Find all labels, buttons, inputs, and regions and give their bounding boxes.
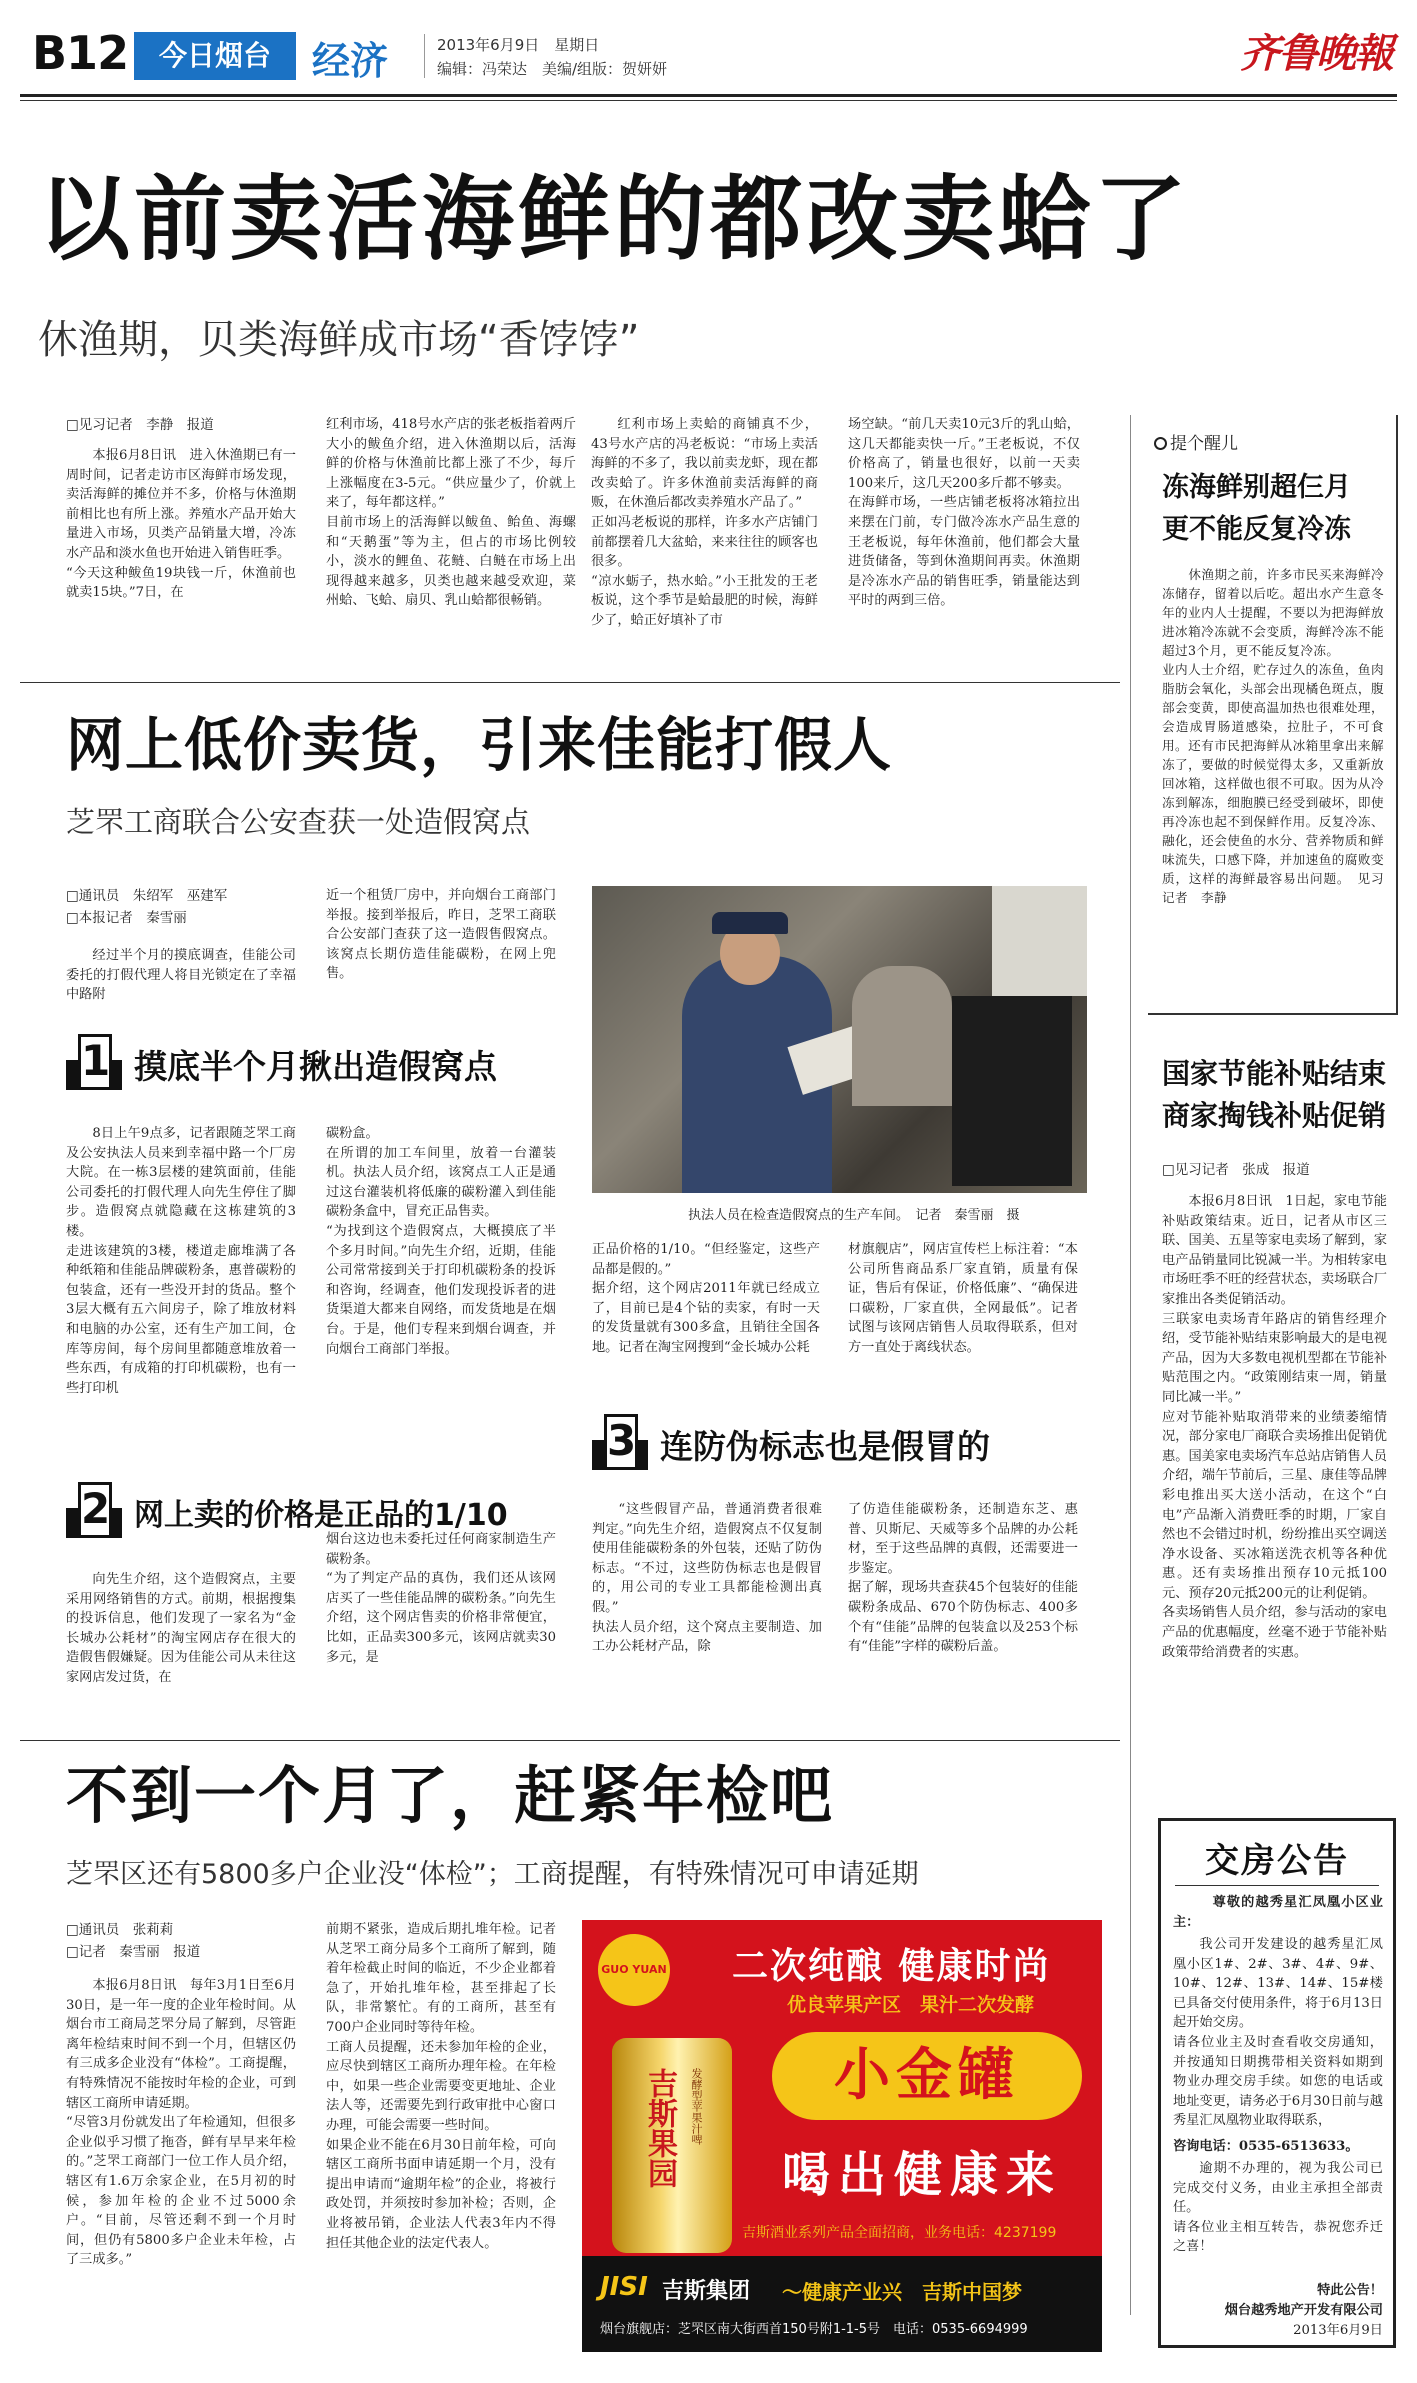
- story3-byline-1: □通讯员 张莉莉: [66, 1922, 174, 1938]
- story4-body: 本报6月8日讯 1日起，家电节能补贴政策结束。近日，记者从市区三联、国美、五星等家电卖场了解到，家电产品销量同比锐减一半。为相转家电市场旺季不旺的经营状态，卖场联合厂家推出各类促销活动。 三联家电卖场青年路店的销售经理介绍，受节能补贴结束影响最大的是电视产品，因为大多数电视机型都在节能补贴范围之内。“政策刚结束一周，销量同比减一半。” 应对节能补贴取消带来的业绩萎缩情况，部分家电厂商联合卖场推出促销优惠。国美家电卖场汽车总站店销售人员介绍，端午节前后，三星、康佳等品牌彩电推出买大送小活动，在这个“白电”产品渐入消费旺季的时期，厂家自然也不会错过时机，纷纷推出买空调送净水设备、买冰箱送洗衣机等各种优惠。还有卖场推出预存10元抵100元、预存20元抵200元的让利促销。 各卖场销售人员介绍，参与活动的家电产品的优惠幅度，丝毫不逊于节能补贴政策带给消费者的实惠。: [1162, 1194, 1387, 1660]
- photo-machine: [952, 996, 1072, 1186]
- story2-byline-1: □通讯员 朱绍军 巫建军: [66, 888, 228, 904]
- story1-col3-text: 红利市场上卖蛤的商铺真不少，43号水产店的冯老板说：“市场上卖活海鲜的不多了，我以前卖龙虾，现在都改卖蛤了。许多休渔前卖活海鲜的商贩，在休渔后都改卖养殖水产品了。” 正如冯老板说的那样，许多水产店铺门前都摆着几大盆蛤，来来往往的顾客也很多。 “凉水蛎子，热水蛤。”小王批发的王老板说，这个季节是蛤最肥的时候，海鲜少了，蛤正好填补了市: [591, 417, 818, 628]
- story1-col2-text: 红利市场，418号水产店的张老板指着两斤大小的鲅鱼介绍，进入休渔期以后，活海鲜的价格与休渔前比都上涨了不少，每斤上涨幅度在3-5元。“供应量少了，价就上来了，每年都这样。” 目前市场上的活海鲜以鲅鱼、鲐鱼、海螺和“天鹅蛋”等为主，但占的市场比例较小，淡水的鲤鱼、花鲢、白鲢在市场上出现得越来越多，贝类也越来越受欢迎，菜州蛤、飞蛤、扇贝、乳山蛤都很畅销。: [326, 417, 576, 609]
- tip-text-body: 休渔期之前，许多市民买来海鲜冷冻储存，留着以后吃。超出水产生意冬年的业内人士提醒，不要以为把海鲜放进冰箱冷冻就不会变质，海鲜冷冻不能超过3个月，更不能反复冷冻。 业内人士介绍，贮存过久的冻鱼，鱼肉脂肪会氧化，头部会出现橘色斑点，腹部会变黄，即使高温加热也很难处理，会造成胃肠道感染，拉肚子，不可食用。还有市民把海鲜从冰箱里拿出来解冻了，要做的时候觉得太多，又重新放回冰箱，这样做也很不可取。因为从冷冻到解冻，细胞膜已经受到破坏，即使再冷冻也起不到保鲜作用。反复冷冻、融化，还会使鱼的水分、营养物质和鲜味流失，口感下降，并加速鱼的腐败变质，这样的海鲜最容易出问题。 见习记者 李静: [1162, 567, 1384, 905]
- mid-col1: [592, 1240, 820, 1410]
- ad-company-logo: JISI: [600, 2272, 648, 2302]
- right-column-rule: [1130, 415, 1131, 2315]
- sec2-col2-text: 烟台这边也未委托过任何商家制造生产碳粉条。 “为了判定产品的真伪，我们还从该网店买了一些佳能品牌的碳粉条。”向先生介绍，这个网店售卖的价格非常便宜，比如，正品卖300多元，该网店就卖30多元，是: [326, 1532, 556, 1665]
- editor-line: 编辑：冯荣达 美编/组版：贺妍妍: [437, 60, 668, 78]
- story2-headline: 网上低价卖货，引来佳能打假人: [66, 711, 893, 779]
- notice-body: [1173, 1935, 1383, 2135]
- story2-intro2-text: 近一个租赁厂房中，并向烟台工商部门举报。接到举报后，昨日，芝罘工商联合公安部门查获了这一造假售假窝点。该窝点长期仿造佳能碳粉，在网上兜售。: [326, 888, 556, 982]
- section3-title: 连防伪标志也是假冒的: [660, 1426, 990, 1466]
- sec1-col1: [66, 1124, 296, 1444]
- sec3-col1-text: “这些假冒产品，普通消费者很难判定。”向先生介绍，造假窝点不仅复制使用佳能碳粉条的外包装，还贴了防伪标志。“不过，这些防伪标志也是假冒的，用公司的专业工具都能检测出真假。” 执法人员介绍，这个窝点主要制造、加工办公耗材产品，除: [592, 1502, 822, 1655]
- story3-col1: [66, 1976, 296, 2336]
- sec1-col2-text: 碳粉盒。 在所谓的加工车间里，放着一台灌装机。执法人员介绍，该窝点工人正是通过这台灌装机将低廉的碳粉灌入到佳能碳粉条盒中，冒充正品售卖。 “为找到这个造假窝点，大概摸底了半个多月时间。”向先生介绍，近期，佳能公司常常接到关于打印机碳粉条的投诉和咨询，经调查，他们发现投诉者的进货渠道大都来自网络，而发货地是在烟台。于是，他们专程来到烟台调查，并向烟台工商部门举报。: [326, 1126, 556, 1357]
- ad-can-small: 发酵型苹果汁啤: [690, 2068, 703, 2145]
- tip-title-1: 冻海鲜别超仨月: [1162, 472, 1351, 503]
- paper-logo: 齐鲁晚報: [1240, 30, 1392, 77]
- ad-motto: ～健康产业兴 吉斯中国梦: [782, 2280, 1022, 2304]
- photo-caption: 执法人员在检查造假窝点的生产车间。 记者 秦雪丽 摄: [688, 1208, 1020, 1223]
- section2-number-box: [66, 1486, 126, 1538]
- story2-byline-2: □本报记者 秦雪丽: [66, 910, 187, 926]
- notice-body2-text: 逾期不办理的，视为我公司已完成交付义务，由业主承担全部责任。 请各位业主相互转告，恭祝您乔迁之喜！: [1173, 2161, 1383, 2255]
- section2-number: 2: [78, 1482, 112, 1538]
- news-photo: [592, 886, 1087, 1193]
- ad-can-brand: 吉斯果园: [642, 2068, 677, 2188]
- masthead: [0, 0, 1417, 90]
- story2-intro: [66, 946, 296, 1016]
- sec1-col1-text: 8日上午9点多，记者跟随芝罘工商及公安执法人员来到幸福中路一个厂房大院。在一栋3层楼的建筑面前，佳能公司委托的打假代理人向先生停住了脚步。造假窝点就隐藏在这栋建筑的3楼。 走进该建筑的3楼，楼道走廊堆满了各种纸箱和佳能品牌碳粉条，惠普碳粉的包装盒，还有一些没开封的货品。整个3层大概有五六间房子，除了堆放材料和电脑的办公室，还有生产加工间，仓库等房间，每个房间里都随意堆放着一些东西，有成箱的打印机碳粉，也有一些打印机: [66, 1126, 296, 1396]
- story4-headline-1: 国家节能补贴结束: [1162, 1057, 1387, 1090]
- tip-title-2: 更不能反复冷冻: [1162, 514, 1351, 545]
- ad-tagline: 喝出健康来: [782, 2147, 1063, 2203]
- masthead-rule-thin: [20, 100, 1397, 101]
- story1-col1-text: 本报6月8日讯 进入休渔期已有一周时间，记者走访市区海鲜市场发现，卖活海鲜的摊位并不多，价格与休渔期前相比也有所上涨。养殖水产品开始大量进入市场，贝类产品销量大增，冷冻水产品和淡水鱼也开始进入销售旺季。 “今天这种鲅鱼19块钱一斤，休渔前也就卖15块。”7日，在: [66, 448, 296, 601]
- ad-can: [612, 2038, 732, 2253]
- ad-company: 吉斯集团: [662, 2279, 751, 2304]
- tip-text: [1162, 565, 1384, 1005]
- story3-byline-2: □记者 秦雪丽 报道: [66, 1944, 201, 1960]
- ad-store: 烟台旗舰店：芝罘区南大街西首150号附1-1-5号 电话：0535-6694999: [600, 2322, 1028, 2337]
- sec3-col2: [848, 1500, 1078, 1730]
- mid-col1-text: 正品价格的1/10。“但经鉴定，这些产品都是假的。” 据介绍，这个网店2011年就已经成立了，目前已是4个钻的卖家，有时一天的发货量就有300多盒，且销往全国各地。记者在淘宝网搜到“金长城办公耗: [592, 1242, 820, 1355]
- story1-headline: 以前卖活海鲜的都改卖蛤了: [38, 166, 1191, 273]
- story3-headline: 不到一个月了，赶紧年检吧: [66, 1759, 835, 1832]
- notice-sign2: 烟台越秀地产开发有限公司: [1224, 2303, 1383, 2318]
- notice-date: 2013年6月9日: [1293, 2323, 1383, 2338]
- story1-col3: [591, 415, 818, 660]
- ad-slogan1: 二次纯酿 健康时尚: [732, 1946, 1051, 1987]
- photo-window: [992, 886, 1087, 996]
- story4-headline-2: 商家掏钱补贴促销: [1162, 1099, 1387, 1132]
- story2-intro-text: 经过半个月的摸底调查，佳能公司委托的打假代理人将目光锁定在了幸福中路附: [66, 948, 296, 1003]
- story1-bottom-rule: [20, 682, 1120, 683]
- notice-title: 交房公告: [1205, 1841, 1349, 1881]
- section3-heading: [592, 1418, 990, 1470]
- masthead-divider: [424, 34, 425, 78]
- story3-subhead: 芝罘区还有5800多户企业没“体检”；工商提醒，有特殊情况可申请延期: [66, 1859, 919, 1890]
- section-name: 经济: [312, 39, 389, 83]
- section1-heading: [66, 1038, 497, 1090]
- advertisement: [582, 1920, 1102, 2352]
- tip-label-text: 提个醒儿: [1170, 434, 1238, 454]
- ad-recruit: 吉斯酒业系列产品全面招商，业务电话：4237199: [742, 2225, 1057, 2241]
- ad-slogan2: 优良苹果产区 果汁二次发酵: [787, 1994, 1035, 2016]
- section1-number: 1: [78, 1034, 112, 1090]
- ad-logo: [598, 1934, 670, 2006]
- sec1-col2: [326, 1124, 556, 1444]
- story1-subhead: 休渔期，贝类海鲜成市场“香饽饽”: [38, 317, 640, 363]
- tip-label: [1154, 429, 1238, 454]
- story3-col2-text: 前期不紧张，造成后期扎堆年检。记者从芝罘工商分局多个工商所了解到，随着年检截止时间的临近，不少企业都着急了，开始扎堆年检，甚至排起了长队，非常繁忙。有的工商所，甚至有700户企业同时等待年检。 工商人员提醒，还未参加年检的企业，应尽快到辖区工商所办理年检。在年检中，如果一些企业需要变更地址、企业法人等，还需要先到行政审批中心窗口办理，可能会需要一些时间。 如果企业不能在6月30日前年检，可向辖区工商所书面申请延期一个月，没有提出申请而“逾期年检”的企业，将被行政处罚，并须按时参加补检；否则，企业将被吊销，企业法人代表3年内不得担任其他企业的法定代表人。: [326, 1922, 556, 2251]
- story1-col4-text: 场空缺。“前几天卖10元3斤的乳山蛤，这几天都能卖快一斤。”王老板说，不仅价格高了，销量也很好，以前一天卖100来斤，这几天200多斤都不够卖。 在海鲜市场，一些店铺老板将冰箱拉出来摆在门前，专门做冷冻水产品生意的王老板说，每年休渔前，他们都会大量进货储备，等到休渔期间再卖。休渔期是冷冻水产品的销售旺季，销量能达到平时的两到三倍。: [848, 417, 1080, 609]
- page-number: B12: [32, 26, 129, 80]
- story1-col1: [66, 446, 296, 656]
- tip-box: [1148, 415, 1398, 1015]
- section3-number-box: [592, 1418, 652, 1470]
- story2-intro2: [326, 886, 556, 1006]
- ad-product-text: 小金罐: [834, 2043, 1020, 2108]
- sec2-col1-text: 向先生介绍，这个造假窝点，主要采用网络销售的方式。前期，根据搜集的投诉信息，他们发现了一家名为“金长城办公耗材”的淘宝网店存在很大的造假售假嫌疑。因为佳能公司从未往这家网店发过货，在: [66, 1572, 296, 1685]
- photo-cap: [712, 912, 788, 934]
- story4-byline: □见习记者 张成 报道: [1162, 1162, 1310, 1178]
- section1-number-box: [66, 1038, 126, 1090]
- section2-title: 网上卖的价格是正品的1/10: [134, 1498, 508, 1533]
- story1-byline: □见习记者 李静 报道: [66, 417, 214, 433]
- notice-salutation: 尊敬的越秀星汇凤凰小区业主：: [1173, 1895, 1383, 1930]
- sec3-col2-text: 了仿造佳能碳粉条，还制造东芝、惠普、贝斯尼、天威等多个品牌的办公耗材，至于这些品牌的真假，还需要进一步鉴定。 据了解，现场共查获45个包装好的佳能碳粉条成品、670个防伪标志、400多个有“佳能”品牌的包装盒以及253个标有“佳能”字样的碳粉后盖。: [848, 1502, 1078, 1655]
- section-box: 今日烟台: [134, 32, 296, 80]
- notice-body2: [1173, 2159, 1383, 2279]
- mid-col2: [848, 1240, 1078, 1410]
- sec3-col1: [592, 1500, 822, 1730]
- section3-number: 3: [604, 1414, 638, 1470]
- notice-title-rule: [1175, 1885, 1379, 1886]
- sec2-col1: [66, 1570, 296, 1730]
- notice-sign1: 特此公告！: [1317, 2283, 1383, 2298]
- date-line: 2013年6月9日 星期日: [437, 36, 600, 54]
- story3-col1-text: 本报6月8日讯 每年3月1日至6月30日，是一年一度的企业年检时间。从烟台市工商局芝罘分局了解到，尽管距离年检结束时间不到一个月，但辖区仍有三成多企业没有“体检”。工商提醒，有特殊情况不能按时年检的企业，可到辖区工商所申请延期。 “尽管3月份就发出了年检通知，但很多企业似乎习惯了拖沓，鲜有早早来年检的。”芝罘工商部门一位工作人员介绍，辖区有1.6万余家企业，在5月初的时候，参加年检的企业不过5000余户。“目前，尽管还剩不到一个月时间，但仍有5800多户企业未年检，占了三成多。”: [66, 1978, 296, 2268]
- sec2-col2: [326, 1530, 556, 1730]
- story1-col2: [326, 415, 576, 660]
- story4-text: [1162, 1192, 1387, 1802]
- photo-man2: [852, 966, 952, 1106]
- ad-logo-text: GUO YUAN: [601, 1963, 667, 1976]
- mid-col2-text: 材旗舰店”，网店宣传栏上标注着：“本公司所售商品系厂家直销，质量有保证，售后有保证，价格低廉”、“确保进口碳粉，厂家直供，全网最低”。记者试图与该网店销售人员取得联系，但对方一直处于离线状态。: [848, 1242, 1078, 1355]
- masthead-rule: [20, 94, 1397, 97]
- notice-phone: 咨询电话：0535-6513633。: [1173, 2139, 1359, 2154]
- notice-body-text: 我公司开发建设的越秀星汇凤凰小区1#、2#、3#、4#、9#、10#、12#、13#、14#、15#楼已具备交付使用条件，将于6月13日起开始交房。 请各位业主及时查看收交房通知，并按通知日期携带相关资料如期到物业办理交房手续。如您的电话或地址变更，请务必于6月30日前与越秀星汇凤凰物业取得联系，: [1173, 1937, 1383, 2129]
- story1-col4: [848, 415, 1080, 660]
- story2-bottom-rule: [20, 1740, 1120, 1741]
- ad-product: [772, 2032, 1082, 2120]
- housing-notice: [1158, 1818, 1396, 2348]
- bulb-icon: [1154, 437, 1167, 450]
- section1-title: 摸底半个月揪出造假窝点: [134, 1046, 497, 1086]
- story3-col2: [326, 1920, 556, 2336]
- story2-subhead: 芝罘工商联合公安查获一处造假窝点: [66, 805, 531, 839]
